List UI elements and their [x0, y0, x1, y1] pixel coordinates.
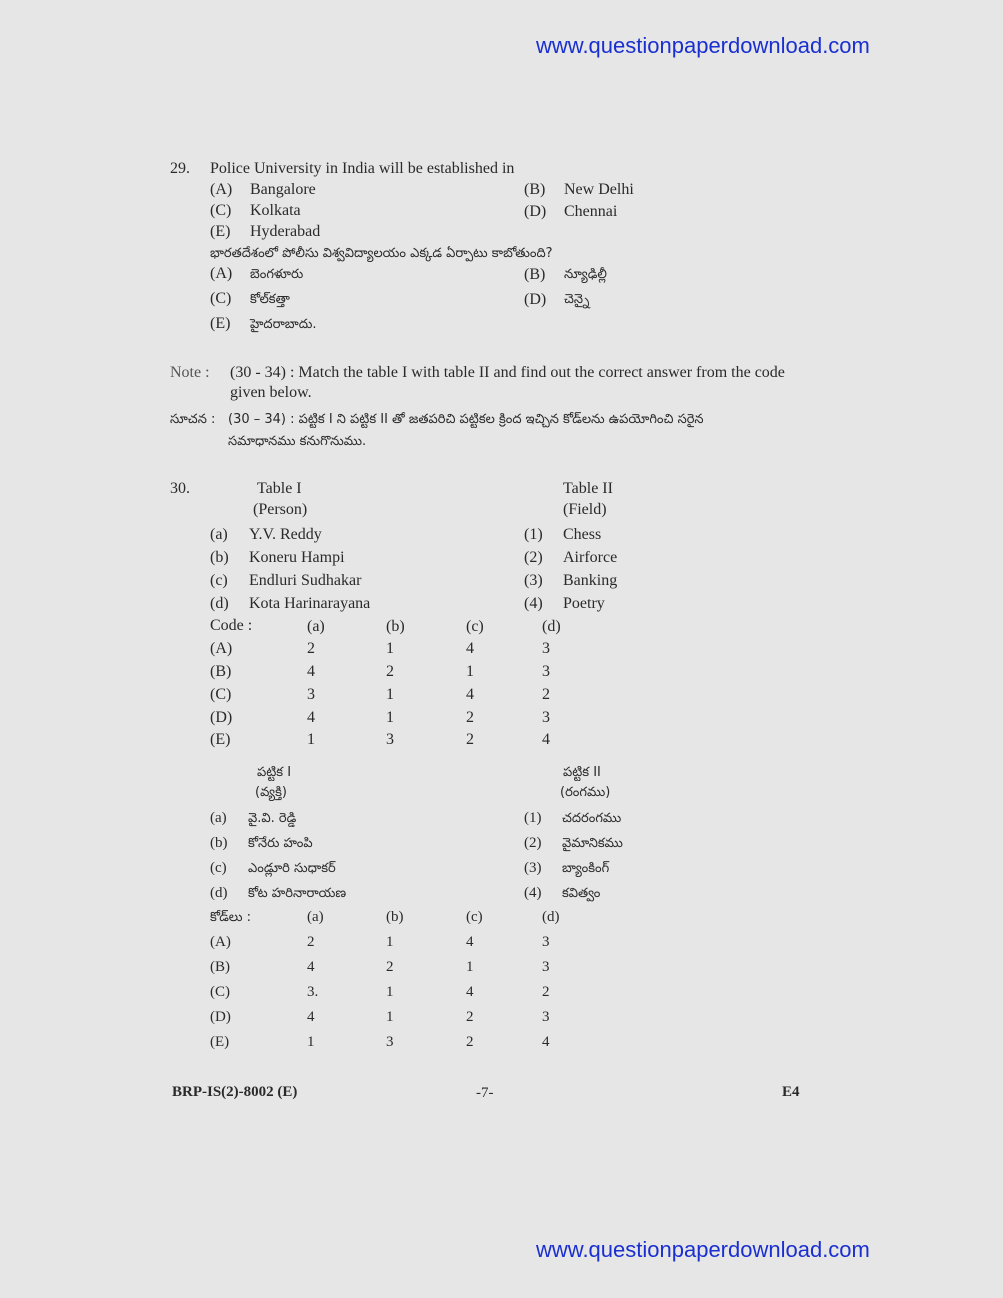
code-te-cell: 4: [542, 1034, 550, 1050]
code-header-te: (c): [466, 909, 483, 925]
q29-opt-te-text: న్యూఢిల్లీ: [564, 267, 607, 282]
q29-opt-te-label: (D): [524, 291, 547, 308]
code-te-cell: 2: [307, 934, 315, 950]
code-row-label: (D): [210, 709, 233, 726]
q29-opt-text: Kolkata: [250, 202, 301, 219]
code-cell: 2: [466, 709, 474, 726]
q29-number: 29.: [170, 160, 190, 177]
q29-opt-label: (A): [210, 181, 233, 198]
code-row-label: (C): [210, 686, 232, 703]
right-te-label: (4): [524, 885, 542, 901]
right-te-text: బ్యాంకింగ్: [562, 861, 610, 876]
left-text: Koneru Hampi: [249, 549, 345, 566]
code-row-label: (E): [210, 731, 231, 748]
footer-code: BRP-IS(2)-8002 (E): [172, 1084, 298, 1100]
code-te-row-label: (D): [210, 1009, 231, 1025]
q29-question: Police University in India will be established in: [210, 160, 515, 177]
right-te-text: కవిత్వం: [562, 886, 601, 901]
q29-opt-text: New Delhi: [564, 181, 634, 198]
note-text-te-2: సమాధానము కనుగొనుము.: [228, 434, 367, 449]
q29-opt-te-label: (A): [210, 265, 233, 282]
left-label: (c): [210, 572, 228, 589]
table2-sub-te: (రంగము): [560, 785, 611, 800]
q29-opt-label: (D): [524, 203, 547, 220]
q29-opt-text: Hyderabad: [250, 223, 321, 240]
code-cell: 4: [466, 686, 474, 703]
left-label: (b): [210, 549, 229, 566]
q29-question-te: భారతదేశంలో పోలీసు విశ్వవిద్యాలయం ఎక్కడ ఏర్పాటు కాబోతుంది?: [210, 246, 553, 261]
code-label: Code :: [210, 617, 253, 634]
code-header-te: (a): [307, 909, 324, 925]
q29-opt-te-label: (B): [524, 266, 546, 283]
code-te-row-label: (B): [210, 959, 230, 975]
right-label: (4): [524, 595, 543, 612]
code-te-cell: 1: [466, 959, 474, 975]
code-te-cell: 2: [466, 1034, 474, 1050]
note-text-2: given below.: [230, 384, 312, 401]
code-cell: 3: [542, 640, 550, 657]
code-te-cell: 3: [542, 1009, 550, 1025]
code-header: (a): [307, 618, 325, 635]
q29-opt-te-text: చెన్నై: [564, 292, 590, 307]
code-row-label: (A): [210, 640, 233, 657]
q29-opt-te-text: కోల్‌కత్తా: [250, 292, 290, 307]
right-te-label: (3): [524, 860, 542, 876]
code-te-cell: 3: [386, 1034, 394, 1050]
q29-opt-label: (C): [210, 202, 232, 219]
code-cell: 4: [466, 640, 474, 657]
right-label: (3): [524, 572, 543, 589]
note-label: Note :: [170, 364, 210, 381]
code-cell: 2: [386, 663, 394, 680]
table1-title-te: పట్టిక I: [257, 765, 292, 780]
table1-sub-te: (వ్యక్తి): [255, 785, 287, 800]
code-cell: 3: [542, 663, 550, 680]
code-cell: 3: [386, 731, 394, 748]
code-te-row-label: (E): [210, 1034, 230, 1050]
note-text-te-1: (30 – 34) : పట్టిక I ని పట్టిక II తో జతపరిచి పట్టికల క్రింద ఇచ్చిన కోడ్‌లను ఉపయోగించి సరైన: [228, 412, 704, 427]
left-te-text: కోట హరినారాయణ: [248, 886, 347, 901]
watermark-bottom[interactable]: www.questionpaperdownload.com: [536, 1237, 870, 1262]
table2-title: Table II: [563, 480, 613, 497]
table1-sub: (Person): [253, 501, 308, 518]
code-cell: 1: [386, 709, 394, 726]
code-cell: 4: [307, 663, 315, 680]
right-text: Banking: [563, 572, 618, 589]
left-te-text: వై.వి. రెడ్డి: [248, 811, 297, 826]
code-te-cell: 2: [542, 984, 550, 1000]
left-te-label: (b): [210, 835, 228, 851]
code-te-cell: 4: [466, 984, 474, 1000]
left-te-label: (c): [210, 860, 227, 876]
right-te-label: (1): [524, 810, 542, 826]
code-cell: 4: [542, 731, 550, 748]
right-text: Airforce: [563, 549, 618, 566]
note-label-te: సూచన :: [170, 412, 216, 427]
q29-opt-label: (B): [524, 181, 546, 198]
q29-opt-label: (E): [210, 223, 231, 240]
table2-sub: (Field): [563, 501, 607, 518]
code-te-cell: 3: [542, 934, 550, 950]
left-te-label: (a): [210, 810, 227, 826]
table2-title-te: పట్టిక II: [563, 765, 601, 780]
right-te-text: చదరంగము: [562, 811, 622, 826]
q29-opt-text: Bangalore: [250, 181, 316, 198]
right-te-label: (2): [524, 835, 542, 851]
code-cell: 4: [307, 709, 315, 726]
q29-opt-te-label: (C): [210, 290, 232, 307]
q29-opt-te-text: హైదరాబాదు.: [250, 317, 317, 332]
code-te-cell: 1: [386, 1009, 394, 1025]
code-te-cell: 4: [307, 1009, 315, 1025]
right-label: (2): [524, 549, 543, 566]
code-header: (b): [386, 618, 405, 635]
code-header: (c): [466, 618, 484, 635]
left-label: (a): [210, 526, 228, 543]
code-label-te: కోడ్‌లు :: [210, 910, 252, 925]
code-te-row-label: (A): [210, 934, 231, 950]
code-te-row-label: (C): [210, 984, 230, 1000]
code-te-cell: 3.: [307, 984, 319, 1000]
code-te-cell: 3: [542, 959, 550, 975]
left-te-text: కోనేరు హంపి: [248, 836, 313, 851]
code-te-cell: 4: [466, 934, 474, 950]
code-header: (d): [542, 618, 561, 635]
left-text: Endluri Sudhakar: [249, 572, 362, 589]
code-cell: 1: [386, 640, 394, 657]
note-text-1: (30 - 34) : Match the table I with table II and find out the correct answer from the code: [230, 364, 785, 381]
right-label: (1): [524, 526, 543, 543]
right-text: Chess: [563, 526, 602, 543]
code-te-cell: 1: [386, 984, 394, 1000]
code-te-cell: 2: [466, 1009, 474, 1025]
code-cell: 1: [466, 663, 474, 680]
code-cell: 2: [466, 731, 474, 748]
code-row-label: (B): [210, 663, 232, 680]
code-te-cell: 4: [307, 959, 315, 975]
left-text: Y.V. Reddy: [249, 526, 322, 543]
left-label: (d): [210, 595, 229, 612]
footer-series: E4: [782, 1084, 800, 1100]
code-header-te: (b): [386, 909, 404, 925]
code-cell: 2: [307, 640, 315, 657]
code-te-cell: 1: [386, 934, 394, 950]
q29-opt-text: Chennai: [564, 203, 618, 220]
watermark-top[interactable]: www.questionpaperdownload.com: [536, 33, 870, 58]
code-cell: 2: [542, 686, 550, 703]
code-cell: 1: [386, 686, 394, 703]
left-text: Kota Harinarayana: [249, 595, 371, 612]
left-te-label: (d): [210, 885, 228, 901]
right-text: Poetry: [563, 595, 605, 612]
q30-number: 30.: [170, 480, 190, 497]
code-cell: 3: [307, 686, 315, 703]
q29-opt-te-label: (E): [210, 315, 231, 332]
code-te-cell: 2: [386, 959, 394, 975]
code-cell: 3: [542, 709, 550, 726]
right-te-text: వైమానికము: [562, 836, 623, 851]
code-cell: 1: [307, 731, 315, 748]
footer-page: -7-: [476, 1085, 494, 1101]
table1-title: Table I: [257, 480, 302, 497]
q29-opt-te-text: బెంగళూరు: [250, 267, 304, 282]
code-te-cell: 1: [307, 1034, 315, 1050]
left-te-text: ఎండ్లూరి సుధాకర్: [248, 861, 336, 876]
code-header-te: (d): [542, 909, 560, 925]
